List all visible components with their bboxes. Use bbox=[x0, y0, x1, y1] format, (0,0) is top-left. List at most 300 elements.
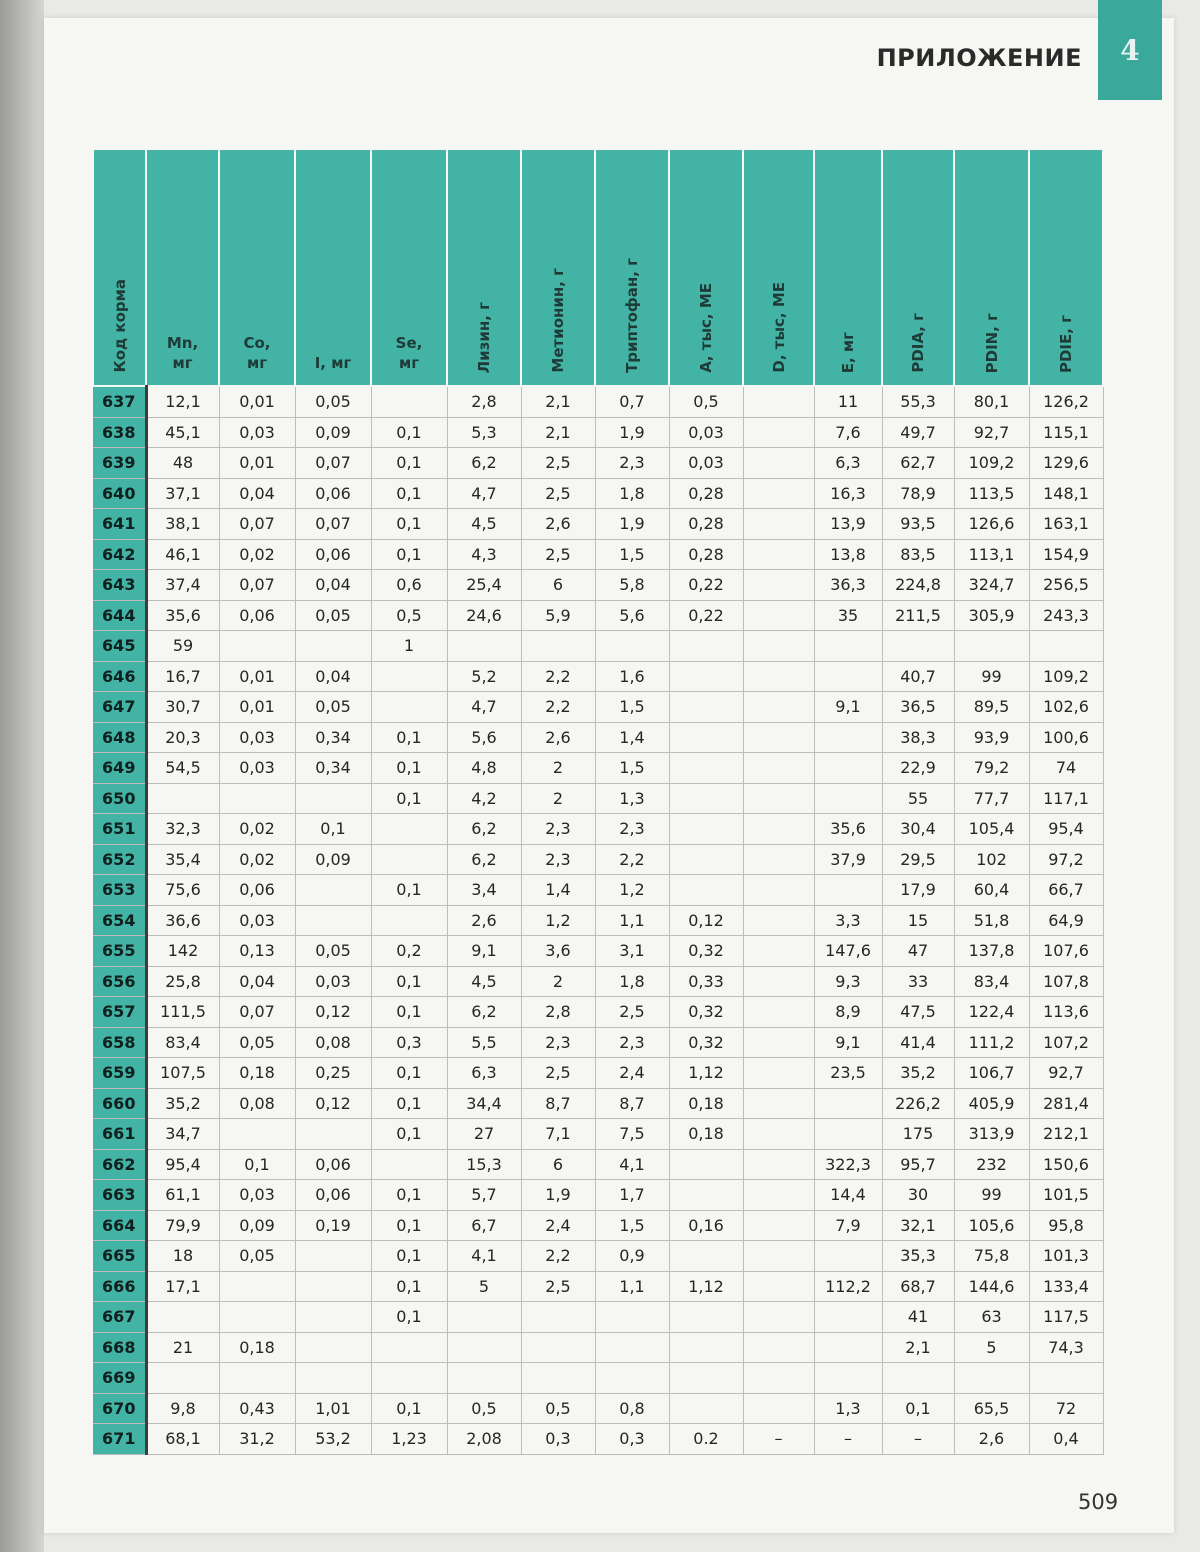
table-cell: 281,4 bbox=[1029, 1088, 1103, 1119]
table-cell: 113,1 bbox=[954, 539, 1029, 570]
table-cell: 16,3 bbox=[814, 478, 882, 509]
table-cell: 61,1 bbox=[146, 1180, 219, 1211]
table-cell: 23,5 bbox=[814, 1058, 882, 1089]
table-cell: 2,3 bbox=[595, 1027, 669, 1058]
feed-code-cell: 638 bbox=[93, 417, 146, 448]
table-cell bbox=[219, 1363, 295, 1394]
table-cell: 3,1 bbox=[595, 936, 669, 967]
table-cell: 0,03 bbox=[219, 905, 295, 936]
table-cell: 4,1 bbox=[595, 1149, 669, 1180]
table-cell bbox=[743, 1088, 814, 1119]
column-header-label: Mn, мг bbox=[166, 334, 199, 372]
table-cell: 0,13 bbox=[219, 936, 295, 967]
column-header bbox=[882, 149, 954, 386]
table-cell: 36,6 bbox=[146, 905, 219, 936]
table-cell: 1,2 bbox=[595, 875, 669, 906]
table-cell: 2,2 bbox=[521, 1241, 595, 1272]
table-cell: 14,4 bbox=[814, 1180, 882, 1211]
table-cell bbox=[743, 1241, 814, 1272]
table-row bbox=[93, 1119, 1103, 1150]
table-cell: 0,1 bbox=[371, 1302, 447, 1333]
table-cell bbox=[669, 722, 743, 753]
table-cell: 0,33 bbox=[669, 966, 743, 997]
table-cell: 35,2 bbox=[146, 1088, 219, 1119]
table-cell bbox=[371, 661, 447, 692]
table-cell: 144,6 bbox=[954, 1271, 1029, 1302]
column-header-label: Co, мг bbox=[243, 334, 271, 372]
table-cell: 54,5 bbox=[146, 753, 219, 784]
table-cell: 15 bbox=[882, 905, 954, 936]
table-cell: 92,7 bbox=[1029, 1058, 1103, 1089]
feed-code-cell: 648 bbox=[93, 722, 146, 753]
table-cell: 80,1 bbox=[954, 386, 1029, 417]
table-cell: 0,28 bbox=[669, 509, 743, 540]
table-cell: 0,43 bbox=[219, 1393, 295, 1424]
table-row bbox=[93, 1271, 1103, 1302]
table-cell bbox=[814, 875, 882, 906]
table-cell: 0,03 bbox=[219, 1180, 295, 1211]
table-cell: 4,2 bbox=[447, 783, 521, 814]
table-cell: 4,7 bbox=[447, 692, 521, 723]
table-cell: 0,19 bbox=[295, 1210, 371, 1241]
table-cell bbox=[295, 631, 371, 662]
table-cell bbox=[295, 783, 371, 814]
table-cell bbox=[743, 997, 814, 1028]
table-cell: 55,3 bbox=[882, 386, 954, 417]
table-cell: 89,5 bbox=[954, 692, 1029, 723]
table-cell bbox=[595, 1302, 669, 1333]
table-cell bbox=[743, 417, 814, 448]
table-cell: 1,9 bbox=[595, 417, 669, 448]
table-cell bbox=[669, 844, 743, 875]
table-cell: 2,5 bbox=[521, 1058, 595, 1089]
chapter-tab: 4 bbox=[1098, 0, 1162, 100]
table-cell: 0,5 bbox=[521, 1393, 595, 1424]
table-cell: 68,1 bbox=[146, 1424, 219, 1455]
table-cell bbox=[295, 1302, 371, 1333]
table-row bbox=[93, 814, 1103, 845]
table-cell: 35,4 bbox=[146, 844, 219, 875]
column-header bbox=[743, 149, 814, 386]
table-cell: 53,2 bbox=[295, 1424, 371, 1455]
table-cell bbox=[371, 386, 447, 417]
table-cell: 4,7 bbox=[447, 478, 521, 509]
table-cell bbox=[743, 1332, 814, 1363]
table-cell: 30 bbox=[882, 1180, 954, 1211]
table-cell: 2,5 bbox=[521, 478, 595, 509]
table-cell: 2 bbox=[521, 753, 595, 784]
table-cell: 3,4 bbox=[447, 875, 521, 906]
table-cell: 150,6 bbox=[1029, 1149, 1103, 1180]
table-cell bbox=[743, 875, 814, 906]
table-cell bbox=[295, 875, 371, 906]
table-cell bbox=[595, 631, 669, 662]
table-cell bbox=[371, 1332, 447, 1363]
table-cell: 1,7 bbox=[595, 1180, 669, 1211]
feed-code-cell: 665 bbox=[93, 1241, 146, 1272]
table-row bbox=[93, 1058, 1103, 1089]
table-cell: 0,07 bbox=[295, 509, 371, 540]
table-cell: – bbox=[743, 1424, 814, 1455]
table-cell: 2,6 bbox=[521, 722, 595, 753]
table-cell: 122,4 bbox=[954, 997, 1029, 1028]
table-cell: 45,1 bbox=[146, 417, 219, 448]
table-cell: 17,9 bbox=[882, 875, 954, 906]
table-cell: 0,1 bbox=[371, 478, 447, 509]
column-header bbox=[1029, 149, 1103, 386]
table-cell: 5 bbox=[954, 1332, 1029, 1363]
table-cell: 0,1 bbox=[371, 783, 447, 814]
table-cell: 4,1 bbox=[447, 1241, 521, 1272]
table-cell: 113,5 bbox=[954, 478, 1029, 509]
table-cell: 0,1 bbox=[371, 509, 447, 540]
table-cell: 0,1 bbox=[371, 722, 447, 753]
table-cell bbox=[814, 631, 882, 662]
table-cell bbox=[882, 631, 954, 662]
table-cell: 175 bbox=[882, 1119, 954, 1150]
page-gutter-shadow bbox=[0, 0, 44, 1552]
table-cell: 0,01 bbox=[219, 661, 295, 692]
table-cell: 0,28 bbox=[669, 478, 743, 509]
table-cell: 2,3 bbox=[521, 844, 595, 875]
table-cell: 0,08 bbox=[219, 1088, 295, 1119]
table-cell: 1,4 bbox=[595, 722, 669, 753]
table-cell: 0,05 bbox=[295, 386, 371, 417]
table-cell: 0,12 bbox=[295, 997, 371, 1028]
table-cell: 105,6 bbox=[954, 1210, 1029, 1241]
table-cell: 1,5 bbox=[595, 539, 669, 570]
table-cell bbox=[743, 722, 814, 753]
feed-code-cell: 645 bbox=[93, 631, 146, 662]
table-cell: 36,3 bbox=[814, 570, 882, 601]
table-cell: 2,3 bbox=[595, 448, 669, 479]
feed-code-cell: 656 bbox=[93, 966, 146, 997]
table-cell: 2 bbox=[521, 966, 595, 997]
table-cell: 6,3 bbox=[814, 448, 882, 479]
table-cell: 15,3 bbox=[447, 1149, 521, 1180]
table-row bbox=[93, 600, 1103, 631]
table-cell: 0,1 bbox=[371, 1088, 447, 1119]
table-cell: 0,12 bbox=[669, 905, 743, 936]
table-row bbox=[93, 1241, 1103, 1272]
table-cell: 40,7 bbox=[882, 661, 954, 692]
table-cell bbox=[219, 1271, 295, 1302]
table-cell: 83,4 bbox=[146, 1027, 219, 1058]
table-cell: 83,5 bbox=[882, 539, 954, 570]
table-cell: 38,1 bbox=[146, 509, 219, 540]
column-header bbox=[219, 149, 295, 386]
feed-code-cell: 641 bbox=[93, 509, 146, 540]
table-cell: 0,1 bbox=[371, 417, 447, 448]
table-cell: 0,1 bbox=[371, 1058, 447, 1089]
table-cell: 2,2 bbox=[521, 692, 595, 723]
table-cell: 0,28 bbox=[669, 539, 743, 570]
table-cell: 322,3 bbox=[814, 1149, 882, 1180]
table-cell: 0,32 bbox=[669, 1027, 743, 1058]
table-cell: 1,6 bbox=[595, 661, 669, 692]
table-cell: 0,22 bbox=[669, 570, 743, 601]
table-cell: 99 bbox=[954, 661, 1029, 692]
table-row bbox=[93, 1088, 1103, 1119]
feed-code-cell: 664 bbox=[93, 1210, 146, 1241]
table-cell: 243,3 bbox=[1029, 600, 1103, 631]
table-cell bbox=[447, 1363, 521, 1394]
table-cell: 7,9 bbox=[814, 1210, 882, 1241]
feed-code-cell: 654 bbox=[93, 905, 146, 936]
table-cell: 142 bbox=[146, 936, 219, 967]
table-cell: 0,1 bbox=[371, 1271, 447, 1302]
table-cell: 13,8 bbox=[814, 539, 882, 570]
table-cell: 68,7 bbox=[882, 1271, 954, 1302]
table-cell: 2,1 bbox=[882, 1332, 954, 1363]
table-cell: 1,5 bbox=[595, 692, 669, 723]
column-header-label: Лизин, г bbox=[475, 301, 493, 373]
table-row bbox=[93, 570, 1103, 601]
table-cell: 0,06 bbox=[295, 539, 371, 570]
feed-code-cell: 637 bbox=[93, 386, 146, 417]
table-cell: 0,3 bbox=[595, 1424, 669, 1455]
table-row bbox=[93, 905, 1103, 936]
table-cell: 5 bbox=[447, 1271, 521, 1302]
table-cell: 0,1 bbox=[371, 997, 447, 1028]
table-cell bbox=[669, 1393, 743, 1424]
table-cell: 60,4 bbox=[954, 875, 1029, 906]
table-cell: 37,4 bbox=[146, 570, 219, 601]
table-cell bbox=[219, 1302, 295, 1333]
table-cell bbox=[669, 631, 743, 662]
table-cell bbox=[743, 844, 814, 875]
table-cell: 0,04 bbox=[219, 478, 295, 509]
feed-code-cell: 652 bbox=[93, 844, 146, 875]
table-cell bbox=[814, 722, 882, 753]
feed-composition-table bbox=[92, 148, 1104, 1455]
table-cell: 51,8 bbox=[954, 905, 1029, 936]
feed-code-cell: 670 bbox=[93, 1393, 146, 1424]
column-header-label: Е, мг bbox=[839, 331, 857, 373]
feed-code-cell: 643 bbox=[93, 570, 146, 601]
table-row bbox=[93, 936, 1103, 967]
table-cell: 0,07 bbox=[219, 570, 295, 601]
table-cell: 6,7 bbox=[447, 1210, 521, 1241]
table-cell: 47,5 bbox=[882, 997, 954, 1028]
table-cell: 6,2 bbox=[447, 844, 521, 875]
table-cell: 0,1 bbox=[371, 753, 447, 784]
feed-code-cell: 640 bbox=[93, 478, 146, 509]
table-cell: 0,32 bbox=[669, 936, 743, 967]
table-cell: 36,5 bbox=[882, 692, 954, 723]
table-cell: 2,4 bbox=[521, 1210, 595, 1241]
table-cell: 1,2 bbox=[521, 905, 595, 936]
table-cell bbox=[743, 509, 814, 540]
table-cell: 93,5 bbox=[882, 509, 954, 540]
table-cell bbox=[814, 661, 882, 692]
table-cell: 0,02 bbox=[219, 539, 295, 570]
table-cell bbox=[743, 814, 814, 845]
table-cell: 6,3 bbox=[447, 1058, 521, 1089]
feed-code-cell: 653 bbox=[93, 875, 146, 906]
table-cell: 2,4 bbox=[595, 1058, 669, 1089]
table-cell bbox=[743, 1302, 814, 1333]
table-cell bbox=[882, 1363, 954, 1394]
table-cell bbox=[743, 1058, 814, 1089]
table-cell: 115,1 bbox=[1029, 417, 1103, 448]
table-cell: 5,6 bbox=[447, 722, 521, 753]
table-cell bbox=[669, 1332, 743, 1363]
feed-code-cell: 647 bbox=[93, 692, 146, 723]
table-cell: 93,9 bbox=[954, 722, 1029, 753]
feed-code-cell: 649 bbox=[93, 753, 146, 784]
table-cell: 31,2 bbox=[219, 1424, 295, 1455]
table-cell: 0,04 bbox=[219, 966, 295, 997]
table-cell bbox=[954, 631, 1029, 662]
table-cell: 2,08 bbox=[447, 1424, 521, 1455]
table-cell bbox=[743, 478, 814, 509]
table-cell: 30,4 bbox=[882, 814, 954, 845]
feed-code-cell: 668 bbox=[93, 1332, 146, 1363]
table-cell: 107,6 bbox=[1029, 936, 1103, 967]
page-title: ПРИЛОЖЕНИЕ bbox=[876, 44, 1082, 72]
table-cell bbox=[295, 1271, 371, 1302]
table-cell: 100,6 bbox=[1029, 722, 1103, 753]
table-cell bbox=[219, 783, 295, 814]
column-header bbox=[371, 149, 447, 386]
table-cell: 0,18 bbox=[219, 1058, 295, 1089]
table-cell: 9,8 bbox=[146, 1393, 219, 1424]
table-cell bbox=[743, 570, 814, 601]
table-cell: 0,18 bbox=[669, 1119, 743, 1150]
table-cell: 154,9 bbox=[1029, 539, 1103, 570]
column-header-label: D, тыс, МЕ bbox=[769, 282, 788, 373]
table-cell: 224,8 bbox=[882, 570, 954, 601]
table-cell: 148,1 bbox=[1029, 478, 1103, 509]
table-cell: 137,8 bbox=[954, 936, 1029, 967]
table-cell: 30,7 bbox=[146, 692, 219, 723]
table-cell: 1,1 bbox=[595, 905, 669, 936]
table-cell: 1,5 bbox=[595, 1210, 669, 1241]
table-cell bbox=[743, 936, 814, 967]
table-cell: 8,9 bbox=[814, 997, 882, 1028]
table-cell: 212,1 bbox=[1029, 1119, 1103, 1150]
table-cell bbox=[743, 539, 814, 570]
table-cell bbox=[669, 814, 743, 845]
table-cell: 0,25 bbox=[295, 1058, 371, 1089]
table-cell bbox=[371, 1149, 447, 1180]
table-cell: 66,7 bbox=[1029, 875, 1103, 906]
table-cell: 226,2 bbox=[882, 1088, 954, 1119]
table-cell: 25,8 bbox=[146, 966, 219, 997]
table-cell: 0,1 bbox=[371, 966, 447, 997]
table-cell: 0,18 bbox=[219, 1332, 295, 1363]
table-cell: 2,8 bbox=[447, 386, 521, 417]
table-cell: 117,5 bbox=[1029, 1302, 1103, 1333]
table-cell: 0,1 bbox=[295, 814, 371, 845]
table-cell: 2,6 bbox=[954, 1424, 1029, 1455]
table-row bbox=[93, 386, 1103, 417]
table-cell: 0,06 bbox=[295, 1180, 371, 1211]
table-cell: 41,4 bbox=[882, 1027, 954, 1058]
table-cell: 1,3 bbox=[814, 1393, 882, 1424]
table-cell bbox=[146, 1302, 219, 1333]
feed-code-cell: 662 bbox=[93, 1149, 146, 1180]
table-cell bbox=[743, 692, 814, 723]
table-cell: 256,5 bbox=[1029, 570, 1103, 601]
table-cell: 25,4 bbox=[447, 570, 521, 601]
table-cell: 1,12 bbox=[669, 1271, 743, 1302]
table-cell: 2,2 bbox=[595, 844, 669, 875]
table-cell bbox=[743, 966, 814, 997]
table-cell: 102,6 bbox=[1029, 692, 1103, 723]
table-row bbox=[93, 1424, 1103, 1455]
table-cell: 0.2 bbox=[669, 1424, 743, 1455]
table-cell: 0,05 bbox=[295, 692, 371, 723]
table-row bbox=[93, 753, 1103, 784]
table-cell: 27 bbox=[447, 1119, 521, 1150]
table-cell: 9,1 bbox=[814, 692, 882, 723]
column-header-label: I, мг bbox=[314, 354, 352, 372]
feed-code-cell: 663 bbox=[93, 1180, 146, 1211]
table-cell: 1,9 bbox=[521, 1180, 595, 1211]
table-cell: 0,05 bbox=[295, 600, 371, 631]
feed-code-cell: 658 bbox=[93, 1027, 146, 1058]
table-cell: 2,3 bbox=[521, 814, 595, 845]
table-cell: 6 bbox=[521, 1149, 595, 1180]
table-cell: 109,2 bbox=[1029, 661, 1103, 692]
table-cell: 1,9 bbox=[595, 509, 669, 540]
table-cell: 0,03 bbox=[295, 966, 371, 997]
table-cell: 77,7 bbox=[954, 783, 1029, 814]
table-cell: 2,5 bbox=[521, 448, 595, 479]
table-cell bbox=[814, 1332, 882, 1363]
table-body bbox=[93, 386, 1103, 1454]
table-row bbox=[93, 1210, 1103, 1241]
table-row bbox=[93, 875, 1103, 906]
table-cell bbox=[669, 875, 743, 906]
table-cell: 0,03 bbox=[669, 417, 743, 448]
table-cell bbox=[295, 1241, 371, 1272]
table-cell bbox=[743, 1119, 814, 1150]
column-header bbox=[521, 149, 595, 386]
table-cell: 95,7 bbox=[882, 1149, 954, 1180]
table-cell: 211,5 bbox=[882, 600, 954, 631]
table-cell: 126,2 bbox=[1029, 386, 1103, 417]
table-cell bbox=[743, 905, 814, 936]
table-row bbox=[93, 722, 1103, 753]
table-cell: 5,5 bbox=[447, 1027, 521, 1058]
table-cell: 34,7 bbox=[146, 1119, 219, 1150]
table-cell: 95,8 bbox=[1029, 1210, 1103, 1241]
table-cell: 33 bbox=[882, 966, 954, 997]
table-cell: 0,07 bbox=[219, 509, 295, 540]
table-cell: 95,4 bbox=[1029, 814, 1103, 845]
table-cell bbox=[669, 1149, 743, 1180]
table-cell: 0,01 bbox=[219, 386, 295, 417]
feed-code-cell: 646 bbox=[93, 661, 146, 692]
table-cell bbox=[743, 753, 814, 784]
table-cell: 9,3 bbox=[814, 966, 882, 997]
table-cell: 0,1 bbox=[219, 1149, 295, 1180]
table-cell: 405,9 bbox=[954, 1088, 1029, 1119]
table-cell bbox=[371, 905, 447, 936]
table-cell bbox=[669, 783, 743, 814]
table-cell: 0,02 bbox=[219, 844, 295, 875]
table-cell: 0,18 bbox=[669, 1088, 743, 1119]
table-cell: 46,1 bbox=[146, 539, 219, 570]
table-row bbox=[93, 1393, 1103, 1424]
table-cell: 0,1 bbox=[371, 1393, 447, 1424]
table-cell: 6,2 bbox=[447, 997, 521, 1028]
table-cell: 2,6 bbox=[521, 509, 595, 540]
table-cell: 1,1 bbox=[595, 1271, 669, 1302]
